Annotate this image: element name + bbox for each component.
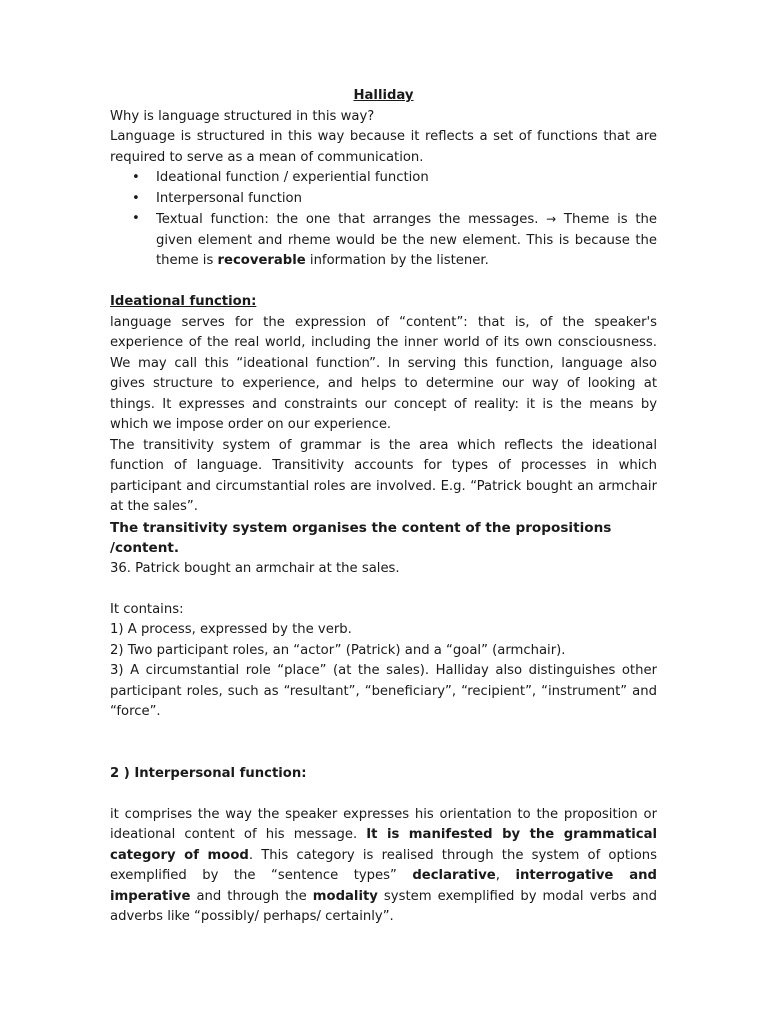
list-item — [110, 209, 657, 272]
bold-term: modality — [312, 888, 378, 904]
bold-term: interrogative and imperative — [110, 868, 657, 904]
bold-term: recoverable — [217, 253, 306, 268]
interpersonal-heading: 2 ) Interpersonal function: — [110, 765, 307, 781]
bold-term: It is manifested by the grammatical category of mood — [110, 827, 658, 863]
list-item-text: Textual function: the one that arranges the messages. — [156, 212, 547, 227]
interpersonal-paragraph — [110, 805, 657, 928]
transitivity-bold-line: The transitivity system organises the content of the propositions /content. — [110, 519, 612, 556]
paragraph-text: . This category is realised through the system of options exemplified by the “sentence types” — [110, 847, 657, 883]
bullet-icon: • — [132, 170, 140, 185]
list-item-text: Theme is the given element and rheme would be the new element. This is because the theme is — [156, 212, 657, 268]
list-item — [110, 168, 657, 189]
ideational-heading: Ideational function: — [110, 294, 257, 309]
paragraph-text: system exemplified by modal verbs and adverbs like “possibly/ perhaps/ certainly”. — [110, 888, 657, 924]
spacer — [110, 723, 657, 764]
bullet-icon: • — [132, 190, 140, 206]
example-sentence: 36. Patrick bought an armchair at the sales. — [110, 560, 400, 576]
list-item — [110, 189, 657, 210]
list-item-text: Ideational function / experiential function — [156, 170, 429, 185]
spacer — [110, 579, 657, 600]
spacer — [110, 272, 657, 293]
bullet-icon: • — [132, 211, 140, 226]
list-item-text: Interpersonal function — [156, 190, 302, 206]
paragraph-text: and through the — [190, 888, 313, 904]
paragraph-text: it comprises the way the speaker expresses his orientation to the proposition or ideational content of his message. — [110, 806, 657, 842]
numbered-point: 1) A process, expressed by the verb. — [110, 622, 352, 637]
contains-label: It contains: — [110, 601, 184, 617]
intro-paragraph: Language is structured in this way because it reflects a set of functions that are required to serve as a mean of communication. — [110, 129, 657, 165]
numbered-point: 2) Two participant roles, an “actor” (Patrick) and a “goal” (armchair). — [110, 642, 566, 658]
transitivity-paragraph: The transitivity system of grammar is the area which reflects the ideational function of language. Transitivity accounts for types of processes in which participant and circumstantial roles are involved. E.g. “Patrick bought an armchair at the sales”. — [110, 437, 657, 514]
question-line: Why is language structured in this way? — [110, 108, 375, 124]
paragraph-text: , — [495, 868, 516, 883]
functions-list — [110, 168, 657, 272]
list-item-text: information by the listener. — [305, 253, 489, 268]
spacer — [110, 784, 657, 805]
numbered-point: 3) A circumstantial role “place” (at the sales). Halliday also distinguishes other participant roles, such as “resultant”, “beneficiary”, “recipient”, “instrument” and “force”. — [110, 663, 657, 719]
document-title: Halliday — [353, 88, 414, 103]
ideational-paragraph: language serves for the expression of “content”: that is, of the speaker's experience of the real world, including the inner world of its own consciousness. We may call this “ideational function”. In serving this function, language also gives structure to experience, and helps to determine our way of looking at things. It expresses and constraints our concept of reality: it is the means by which we impose order on our experience. — [110, 314, 657, 432]
arrow-right-icon: → — [546, 212, 557, 226]
document-body — [110, 86, 657, 928]
bold-term: declarative — [412, 868, 496, 883]
